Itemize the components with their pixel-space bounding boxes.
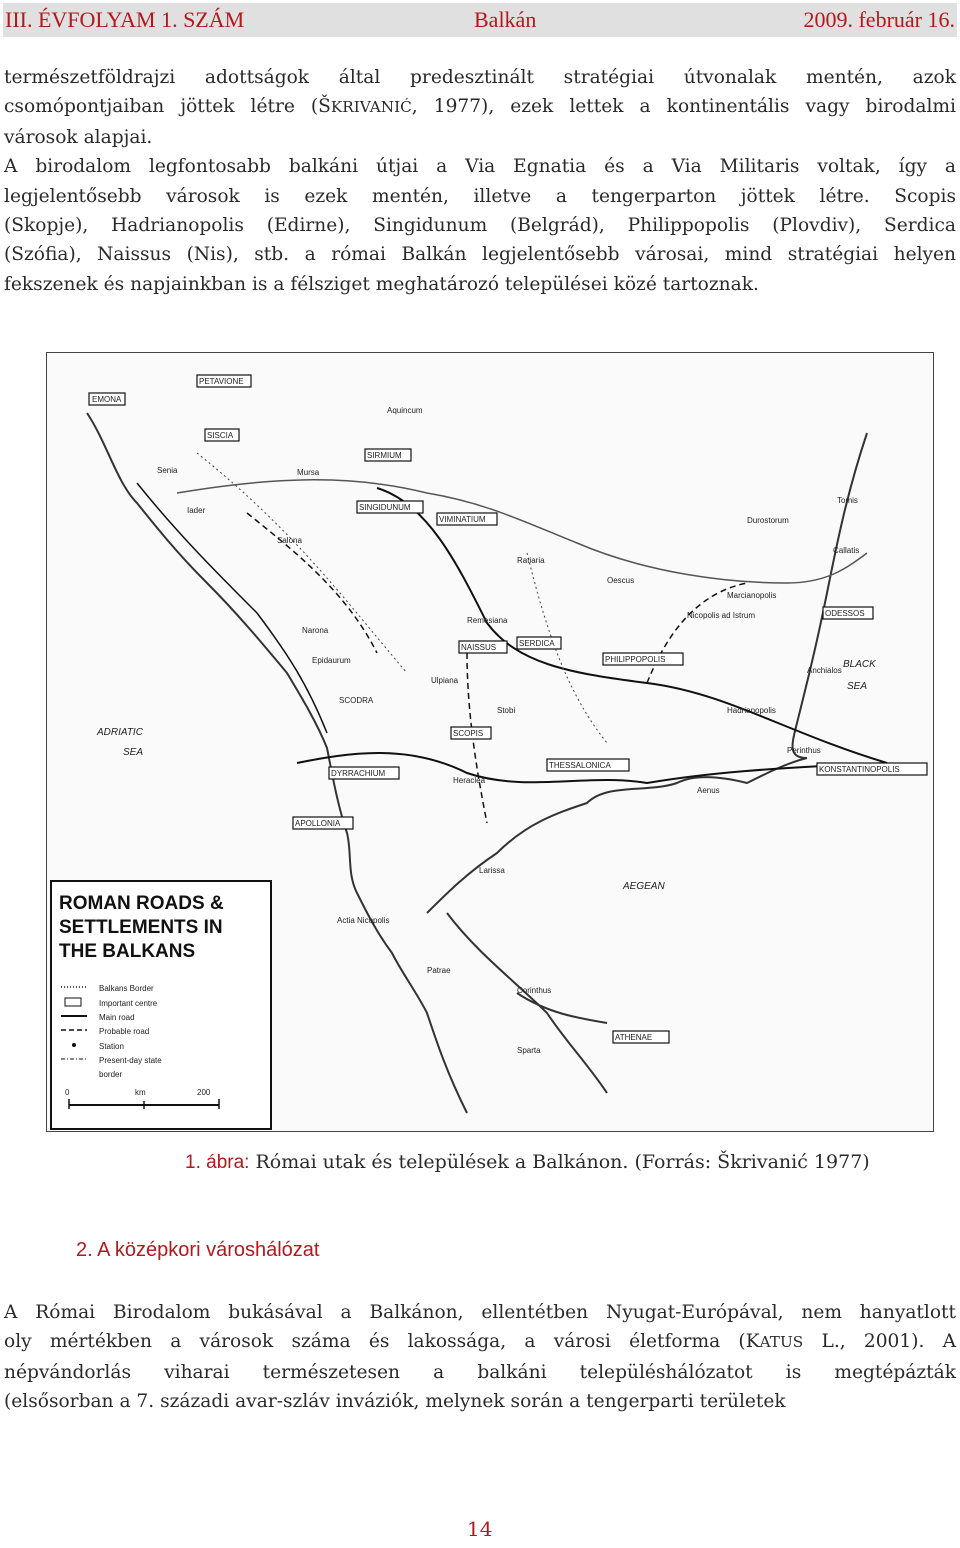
place-anchialos: Anchialos [807, 666, 842, 675]
scale-zero: 0 [65, 1088, 70, 1097]
sea-aegean: AEGEAN [623, 881, 665, 892]
sea-adriatic-sea: SEA [123, 747, 144, 758]
place-nicopolis2: Actia Nicopolis [337, 916, 390, 925]
text-line: (Szófia), Naissus (Nis), stb. a római Balkán legjelentősebb városai, mind stratégiai helyen [4, 244, 956, 266]
map-legend [51, 881, 271, 1129]
place-oescus: Oescus [607, 576, 635, 585]
sea-black-sea: SEA [847, 681, 868, 692]
place-naissus: NAISSUS [461, 643, 497, 652]
place-thessalonica: THESSALONICA [549, 761, 611, 770]
place-marcianopolis: Marcianopolis [727, 591, 777, 600]
state-borders [197, 453, 607, 743]
place-aquincum: Aquincum [387, 406, 423, 415]
sea-black: BLACK [843, 659, 876, 670]
place-mursa: Mursa [297, 468, 320, 477]
author-smallcaps: ATUS [759, 1333, 804, 1352]
text-line: (Skopje), Hadrianopolis (Edirne), Singidunum (Belgrád), Philippopolis (Plovdiv), Serdica [4, 215, 956, 237]
place-salona: Salona [277, 536, 302, 545]
paragraph-roman-cities [4, 63, 956, 299]
map-drawing [47, 353, 933, 1131]
place-larissa: Larissa [479, 866, 505, 875]
place-emona: EMONA [92, 395, 122, 404]
place-epidaurum: Epidaurum [312, 656, 351, 665]
text-line: A Római Birodalom bukásával a Balkánon, ellentétben Nyugat-Európával, nem hanyatlott [4, 1302, 956, 1323]
place-ulpiana: Ulpiana [431, 676, 459, 685]
place-narona: Narona [302, 626, 329, 635]
place-heraclea: Heraclea [453, 776, 486, 785]
place-konstantinopolis: KONSTANTINOPOLIS [819, 765, 900, 774]
place-ratiaria: Ratiaria [517, 556, 545, 565]
place-durostorum: Durostorum [747, 516, 789, 525]
text-line: legjelentősebb városok is ezek mentén, illetve a tengerparton jöttek létre. Scopis [4, 185, 956, 207]
legend-title-line2: SETTLEMENTS IN [59, 917, 223, 938]
via-militaris [377, 488, 887, 763]
caption-text: Római utak és települések a Balkánon. (Forrás: Škrivanić 1977) [249, 1151, 870, 1173]
scale-200: 200 [197, 1088, 211, 1097]
text-line: (elsősorban a 7. századi avar-szláv inváziók, melynek során a tengerparti területek [4, 1391, 786, 1413]
header-journal: Balkán [474, 7, 537, 32]
probable-road [247, 513, 747, 823]
place-perinthus: Perinthus [787, 746, 821, 755]
legend-important-centre: Important centre [99, 999, 158, 1008]
place-callatis: Callatis [833, 546, 860, 555]
greek-peninsula [447, 913, 607, 1093]
place-petavione: PETAVIONE [199, 377, 244, 386]
text-line: A birodalom legfontosabb balkáni útjai a Via Egnatia és a Via Militaris voltak, így a [4, 156, 956, 178]
place-aenus: Aenus [697, 786, 720, 795]
author-smallcaps: KRIVANIĆ [330, 98, 412, 117]
danube-river [177, 480, 867, 583]
text-line: fekszenek és napjainkban is a félsziget meghatározó települései közé tartoznak. [4, 273, 759, 295]
sea-adriatic: ADRIATIC [97, 727, 143, 738]
legend-title-line1: ROMAN ROADS & [59, 893, 224, 914]
place-stobi: Stobi [497, 706, 516, 715]
place-patrae: Patrae [427, 966, 451, 975]
text-line: városok alapjai. [4, 126, 153, 148]
figure-caption [185, 1151, 870, 1174]
text-line: népvándorlás viharai természetesen a balkáni településhálózatot is megtépázták [4, 1361, 956, 1383]
place-iader: Iader [187, 506, 206, 515]
text-line: természetföldrajzi adottságok által predesztinált stratégiai útvonalak mentén, azok [4, 67, 956, 88]
place-serdica: SERDICA [519, 639, 555, 648]
legend-present-day-border: Present-day state [99, 1056, 162, 1065]
header-date: 2009. február 16. [803, 7, 955, 32]
place-athenae: ATHENAE [615, 1033, 653, 1042]
caption-label: 1. ábra: [185, 1152, 250, 1173]
place-tomis: Tomis [837, 496, 858, 505]
legend-station: Station [99, 1042, 124, 1051]
scale-unit: km [135, 1088, 146, 1097]
place-dyrrachium: DYRRACHIUM [331, 769, 386, 778]
place-corinthus: Corinthus [517, 986, 552, 995]
legend-balkans-border: Balkans Border [99, 984, 154, 993]
place-apollonia: APOLLONIA [295, 819, 341, 828]
section-title: 2. A középkori városhálózat [76, 1239, 320, 1261]
text-line: csomópontjaiban jöttek létre (ŠKRIVANIĆ, 1977), ezek lettek a kontinentális vagy birodalmi [4, 96, 956, 118]
paragraph-medieval-cities [4, 1298, 956, 1417]
place-nicopolis: Nicopolis ad Istrum [687, 611, 756, 620]
place-viminatium: VIMINATIUM [439, 515, 486, 524]
place-odessos: ODESSOS [825, 609, 865, 618]
place-sirmium: SIRMIUM [367, 451, 402, 460]
header-issue: III. ÉVFOLYAM 1. SZÁM [5, 7, 245, 32]
place-singidunum: SINGIDUNUM [359, 503, 411, 512]
legend-probable-road: Probable road [99, 1027, 150, 1036]
place-sparta: Sparta [517, 1046, 541, 1055]
place-siscia: SISCIA [207, 431, 234, 440]
legend-main-road: Main road [99, 1013, 135, 1022]
legend-title-line3: THE BALKANS [59, 941, 196, 962]
page-number: 14 [467, 1517, 493, 1541]
roman-roads-map [46, 352, 934, 1132]
place-senia: Senia [157, 466, 178, 475]
place-adrianopolis: Hadrianopolis [727, 706, 776, 715]
place-remesiana: Remesiana [467, 616, 508, 625]
legend-present-day-border-2: border [99, 1070, 123, 1079]
page-header [3, 3, 957, 37]
place-scodra: SCODRA [339, 696, 374, 705]
black-sea-coastline [793, 433, 867, 758]
place-scopis: SCOPIS [453, 729, 484, 738]
place-philippopolis: PHILIPPOPOLIS [605, 655, 666, 664]
text-line: oly mértékben a városok száma és lakossága, a városi életforma (KATUS L., 2001). A [4, 1331, 957, 1353]
